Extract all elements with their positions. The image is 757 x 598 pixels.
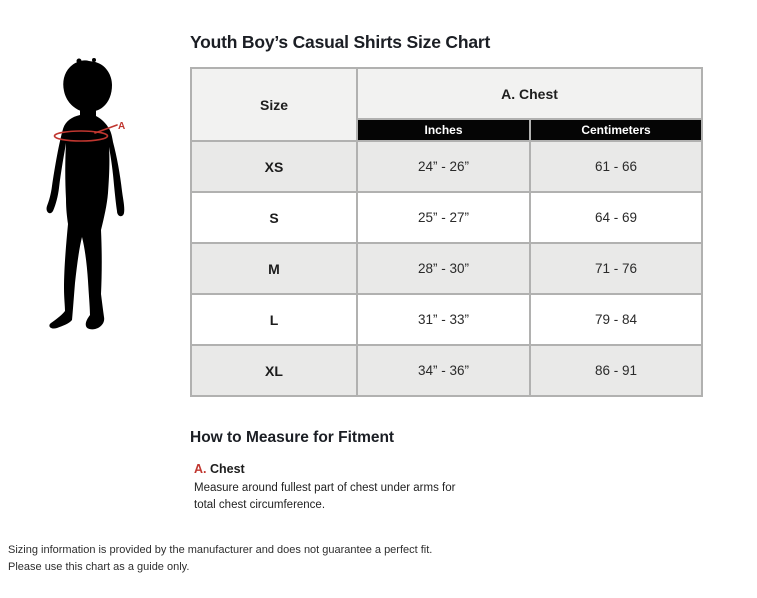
size-cell: XL	[191, 345, 357, 396]
size-cell: M	[191, 243, 357, 294]
silhouette-head	[63, 60, 112, 112]
measurement-letter: A.	[194, 462, 207, 476]
inches-cell: 31” - 33”	[357, 294, 530, 345]
inches-column-header: Inches	[357, 119, 530, 141]
boy-silhouette-svg	[35, 58, 127, 334]
size-chart-table	[190, 67, 703, 397]
centimeters-cell: 71 - 76	[530, 243, 702, 294]
size-cell: XS	[191, 141, 357, 192]
measurement-label: Chest	[209, 462, 245, 476]
table-row-l	[191, 294, 702, 345]
inches-cell: 24” - 26”	[357, 141, 530, 192]
centimeters-cell: 79 - 84	[530, 294, 702, 345]
page-title: Youth Boy’s Casual Shirts Size Chart	[190, 32, 491, 52]
how-to-measure-heading: How to Measure for Fitment	[190, 429, 395, 446]
measurement-item-chest	[194, 462, 456, 513]
disclaimer-line1: Sizing information is provided by the manufacturer and does not guarantee a perfect fit.	[8, 544, 433, 556]
centimeters-column-header: Centimeters	[530, 119, 702, 141]
measurement-description: Measure around fullest part of chest under arms for total chest circumference.	[194, 482, 456, 511]
centimeters-cell: 86 - 91	[530, 345, 702, 396]
table-row-xl	[191, 345, 702, 396]
inches-cell: 25” - 27”	[357, 192, 530, 243]
table-row-s	[191, 192, 702, 243]
chest-group-header: A. Chest	[357, 68, 702, 119]
inches-cell: 28” - 30”	[357, 243, 530, 294]
size-cell: L	[191, 294, 357, 345]
centimeters-cell: 61 - 66	[530, 141, 702, 192]
table-row-xs	[191, 141, 702, 192]
size-column-header: Size	[191, 68, 357, 141]
boy-silhouette-figure	[35, 58, 127, 334]
disclaimer	[8, 542, 432, 576]
inches-cell: 34” - 36”	[357, 345, 530, 396]
chest-marker-label: A	[118, 121, 126, 132]
size-cell: S	[191, 192, 357, 243]
table-header-row	[191, 68, 702, 119]
table-row-m	[191, 243, 702, 294]
measurement-name	[194, 462, 456, 476]
disclaimer-line2: Please use this chart as a guide only.	[8, 561, 190, 574]
centimeters-cell: 64 - 69	[530, 192, 702, 243]
